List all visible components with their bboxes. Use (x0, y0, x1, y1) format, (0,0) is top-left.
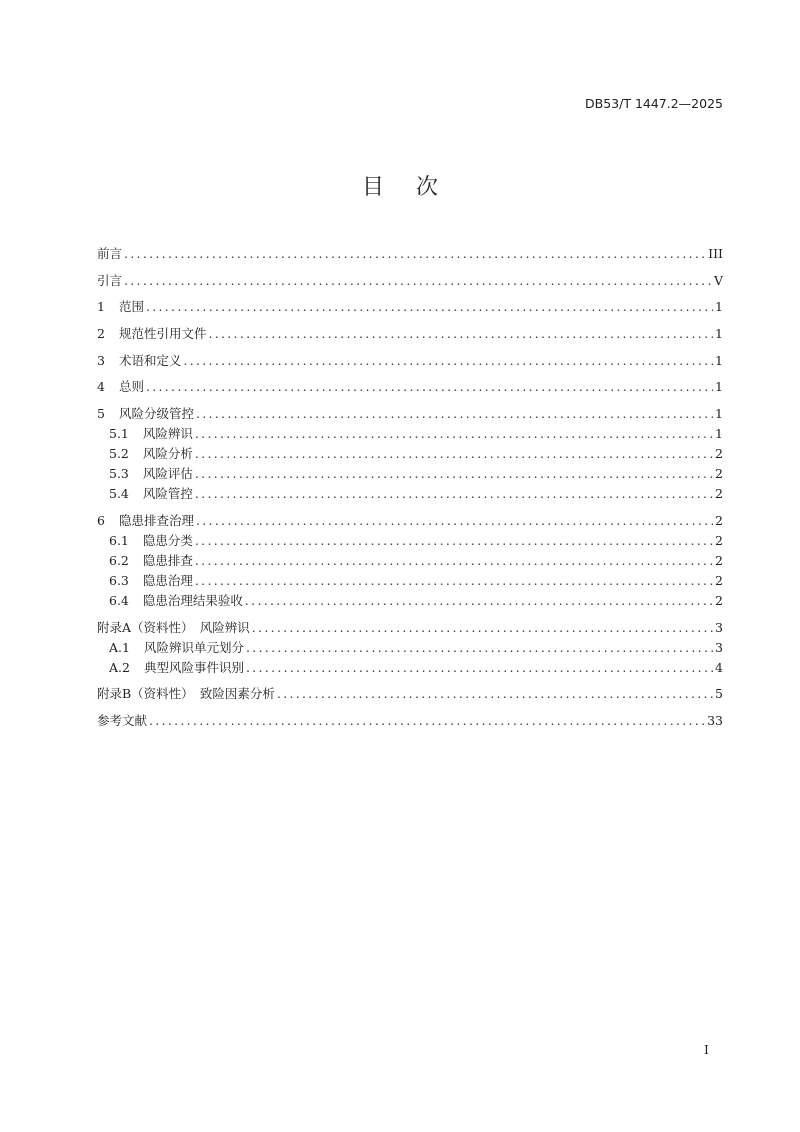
dot-leader (277, 684, 713, 704)
toc-entry-label: 附录A（资料性） 风险辨识 (97, 619, 250, 635)
toc-entry-label: 隐患治理结果验收 (142, 592, 243, 608)
toc-entry-page: 5 (715, 686, 723, 702)
toc-entry-number: 5.3 (109, 466, 129, 482)
dot-leader (246, 658, 713, 678)
toc-entry-number: 2 (97, 326, 105, 342)
toc-entry-label: 风险分析 (142, 446, 193, 462)
toc-entry-page: 1 (715, 426, 723, 442)
toc-entry[interactable] (97, 684, 723, 704)
toc-entry[interactable] (97, 571, 723, 591)
toc-entry-label: 隐患分类 (142, 532, 193, 548)
dot-leader (245, 591, 713, 611)
toc-entry[interactable] (97, 711, 723, 731)
toc-entry[interactable] (97, 424, 723, 444)
toc-entry[interactable] (97, 351, 723, 371)
toc-entry[interactable] (97, 484, 723, 504)
toc-entry-page: 1 (715, 352, 723, 368)
toc-entry-number: 6.4 (109, 592, 129, 608)
toc-entry-label: 风险辨识 (142, 426, 193, 442)
dot-leader (195, 424, 713, 444)
toc-entry[interactable] (97, 377, 723, 397)
toc-entry-label: 范围 (118, 299, 144, 315)
toc-entry[interactable] (97, 444, 723, 464)
toc-entry-page: 1 (715, 406, 723, 422)
toc-entry-label: 隐患排查治理 (118, 512, 194, 528)
toc-entry-number: 6.3 (109, 572, 129, 588)
toc-entry-number: 5.1 (109, 426, 129, 442)
toc-entry-label: 典型风险事件识别 (143, 659, 244, 675)
toc-entry-page: 3 (715, 639, 723, 655)
dot-leader (195, 571, 713, 591)
toc-entry-page: V (713, 272, 723, 288)
toc-entry-number: A.1 (109, 639, 130, 655)
toc-entry-page: 1 (715, 379, 723, 395)
dot-leader (183, 351, 713, 371)
page-title: 目次 (361, 175, 470, 200)
dot-leader (195, 551, 713, 571)
toc-entry-label: 隐患治理 (142, 572, 193, 588)
dot-leader (146, 377, 713, 397)
toc-entry[interactable] (97, 464, 723, 484)
toc-entry-number: 5.2 (109, 446, 129, 462)
toc-entry-page: 2 (715, 592, 723, 608)
table-of-contents (97, 244, 723, 731)
toc-entry-label: 引言 (97, 272, 123, 288)
dot-leader (246, 638, 713, 658)
dot-leader (195, 484, 713, 504)
dot-leader (195, 464, 713, 484)
dot-leader (195, 531, 713, 551)
toc-entry-number: 6.2 (109, 552, 129, 568)
toc-entry-page: 2 (715, 552, 723, 568)
dot-leader (124, 271, 712, 291)
page-number: I (704, 1042, 709, 1057)
toc-entry-page: 33 (707, 712, 723, 728)
toc-entry-number: 6.1 (109, 532, 129, 548)
toc-entry-page: 2 (715, 486, 723, 502)
toc-entry[interactable] (97, 297, 723, 317)
toc-entry-label: 规范性引用文件 (118, 326, 207, 342)
toc-entry-page: 2 (715, 532, 723, 548)
toc-entry-label: 参考文献 (97, 712, 148, 728)
toc-entry[interactable] (97, 324, 723, 344)
toc-entry[interactable] (97, 638, 723, 658)
toc-entry-number: 5.4 (109, 486, 129, 502)
toc-entry-number: 1 (97, 299, 105, 315)
dot-leader (124, 244, 706, 264)
dot-leader (195, 444, 713, 464)
toc-entry-label: 附录B（资料性） 致险因素分析 (97, 686, 275, 702)
toc-entry-number: A.2 (109, 659, 130, 675)
toc-entry[interactable] (97, 244, 723, 264)
toc-entry-page: 2 (715, 572, 723, 588)
toc-entry[interactable] (97, 618, 723, 638)
toc-entry[interactable] (97, 511, 723, 531)
toc-entry-page: 1 (715, 326, 723, 342)
toc-entry-label: 风险辨识单元划分 (143, 639, 244, 655)
toc-entry[interactable] (97, 531, 723, 551)
dot-leader (149, 711, 705, 731)
toc-entry-page: 2 (715, 466, 723, 482)
toc-entry-page: 2 (715, 512, 723, 528)
dot-leader (252, 618, 713, 638)
toc-entry-number: 4 (97, 379, 105, 395)
document-number: DB53/T 1447.2—2025 (585, 96, 723, 111)
dot-leader (208, 324, 713, 344)
toc-entry-page: 3 (715, 619, 723, 635)
toc-entry-number: 6 (97, 512, 105, 528)
toc-entry-label: 术语和定义 (118, 352, 182, 368)
toc-entry-label: 风险评估 (142, 466, 193, 482)
toc-entry[interactable] (97, 591, 723, 611)
toc-entry-page: 2 (715, 446, 723, 462)
toc-entry[interactable] (97, 658, 723, 678)
toc-entry-page: 1 (715, 299, 723, 315)
toc-entry-label: 风险管控 (142, 486, 193, 502)
toc-entry-label: 风险分级管控 (118, 406, 194, 422)
toc-entry-label: 前言 (97, 246, 123, 261)
toc-entry-label: 总则 (118, 379, 144, 395)
toc-entry-number: 5 (97, 406, 105, 422)
toc-entry-number: 3 (97, 352, 105, 368)
toc-entry-page: 4 (715, 659, 723, 675)
toc-entry[interactable] (97, 271, 723, 291)
dot-leader (196, 511, 713, 531)
dot-leader (196, 404, 713, 424)
toc-entry-label: 隐患排查 (142, 552, 193, 568)
toc-entry[interactable] (97, 404, 723, 424)
dot-leader (146, 297, 713, 317)
toc-entry[interactable] (97, 551, 723, 571)
toc-entry-page: III (708, 246, 723, 261)
